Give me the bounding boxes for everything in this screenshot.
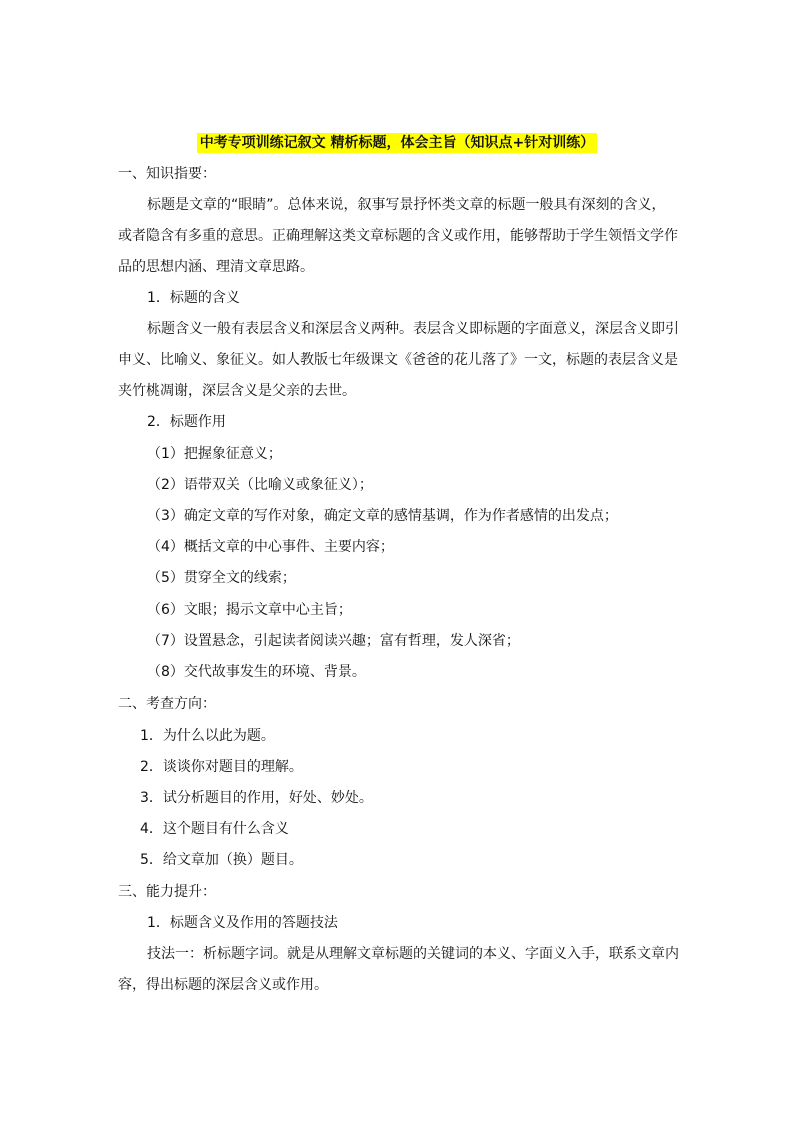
section2-heading: 二、考查方向： xyxy=(118,696,216,712)
direction-item: 3．试分析题目的作用，好处、妙处。 xyxy=(140,790,373,806)
section3-heading: 三、能力提升： xyxy=(118,884,216,900)
sub1-line-3: 夹竹桃凋谢，深层含义是父亲的去世。 xyxy=(118,383,356,399)
function-item: （5）贯穿全文的线索； xyxy=(147,570,296,586)
function-item: （2）语带双关（比喻义或象征义）； xyxy=(147,477,373,493)
direction-item: 4．这个题目有什么含义 xyxy=(140,821,289,837)
direction-item: 1．为什么以此为题。 xyxy=(140,728,275,744)
direction-item: 2．谈谈你对题目的理解。 xyxy=(140,759,303,775)
intro-line-1: 标题是文章的“眼睛”。总体来说，叙事写景抒怀类文章的标题一般具有深刻的含义， xyxy=(147,197,666,213)
title-container xyxy=(0,132,794,153)
function-item: （3）确定文章的写作对象，确定文章的感情基调，作为作者感情的出发点； xyxy=(147,508,618,524)
function-item: （8）交代故事发生的环境、背景。 xyxy=(147,664,366,680)
sub1-heading: 1．标题的含义 xyxy=(147,290,240,306)
section3-sub1-heading: 1．标题含义及作用的答题技法 xyxy=(147,915,338,931)
section1-heading: 一、知识指要： xyxy=(118,166,216,182)
intro-line-2: 或者隐含有多重的意思。正确理解这类文章标题的含义或作用，能够帮助于学生领悟文学作 xyxy=(118,228,678,244)
sub1-line-1: 标题含义一般有表层含义和深层含义两种。表层含义即标题的字面意义，深层含义即引 xyxy=(147,321,679,337)
sub1-line-2: 申义、比喻义、象征义。如人教版七年级课文《爸爸的花儿落了》一文，标题的表层含义是 xyxy=(118,352,678,368)
direction-item: 5．给文章加（换）题目。 xyxy=(140,852,303,868)
function-item: （7）设置悬念，引起读者阅读兴趣；富有哲理，发人深省； xyxy=(147,633,520,649)
function-item: （4）概括文章的中心事件、主要内容； xyxy=(147,539,394,555)
sub2-heading: 2．标题作用 xyxy=(147,414,226,430)
function-item: （6）文眼；揭示文章中心主旨； xyxy=(147,602,352,618)
document-title: 中考专项训练记叙文 精析标题，体会主旨（知识点+针对训练） xyxy=(197,133,598,153)
intro-line-3: 品的思想内涵、理清文章思路。 xyxy=(118,259,314,275)
function-item: （1）把握象征意义； xyxy=(147,446,282,462)
technique1-line-1: 技法一：析标题字词。就是从理解文章标题的关键词的本义、字面义入手，联系文章内 xyxy=(147,946,679,962)
technique1-line-2: 容，得出标题的深层含义或作用。 xyxy=(118,977,328,993)
